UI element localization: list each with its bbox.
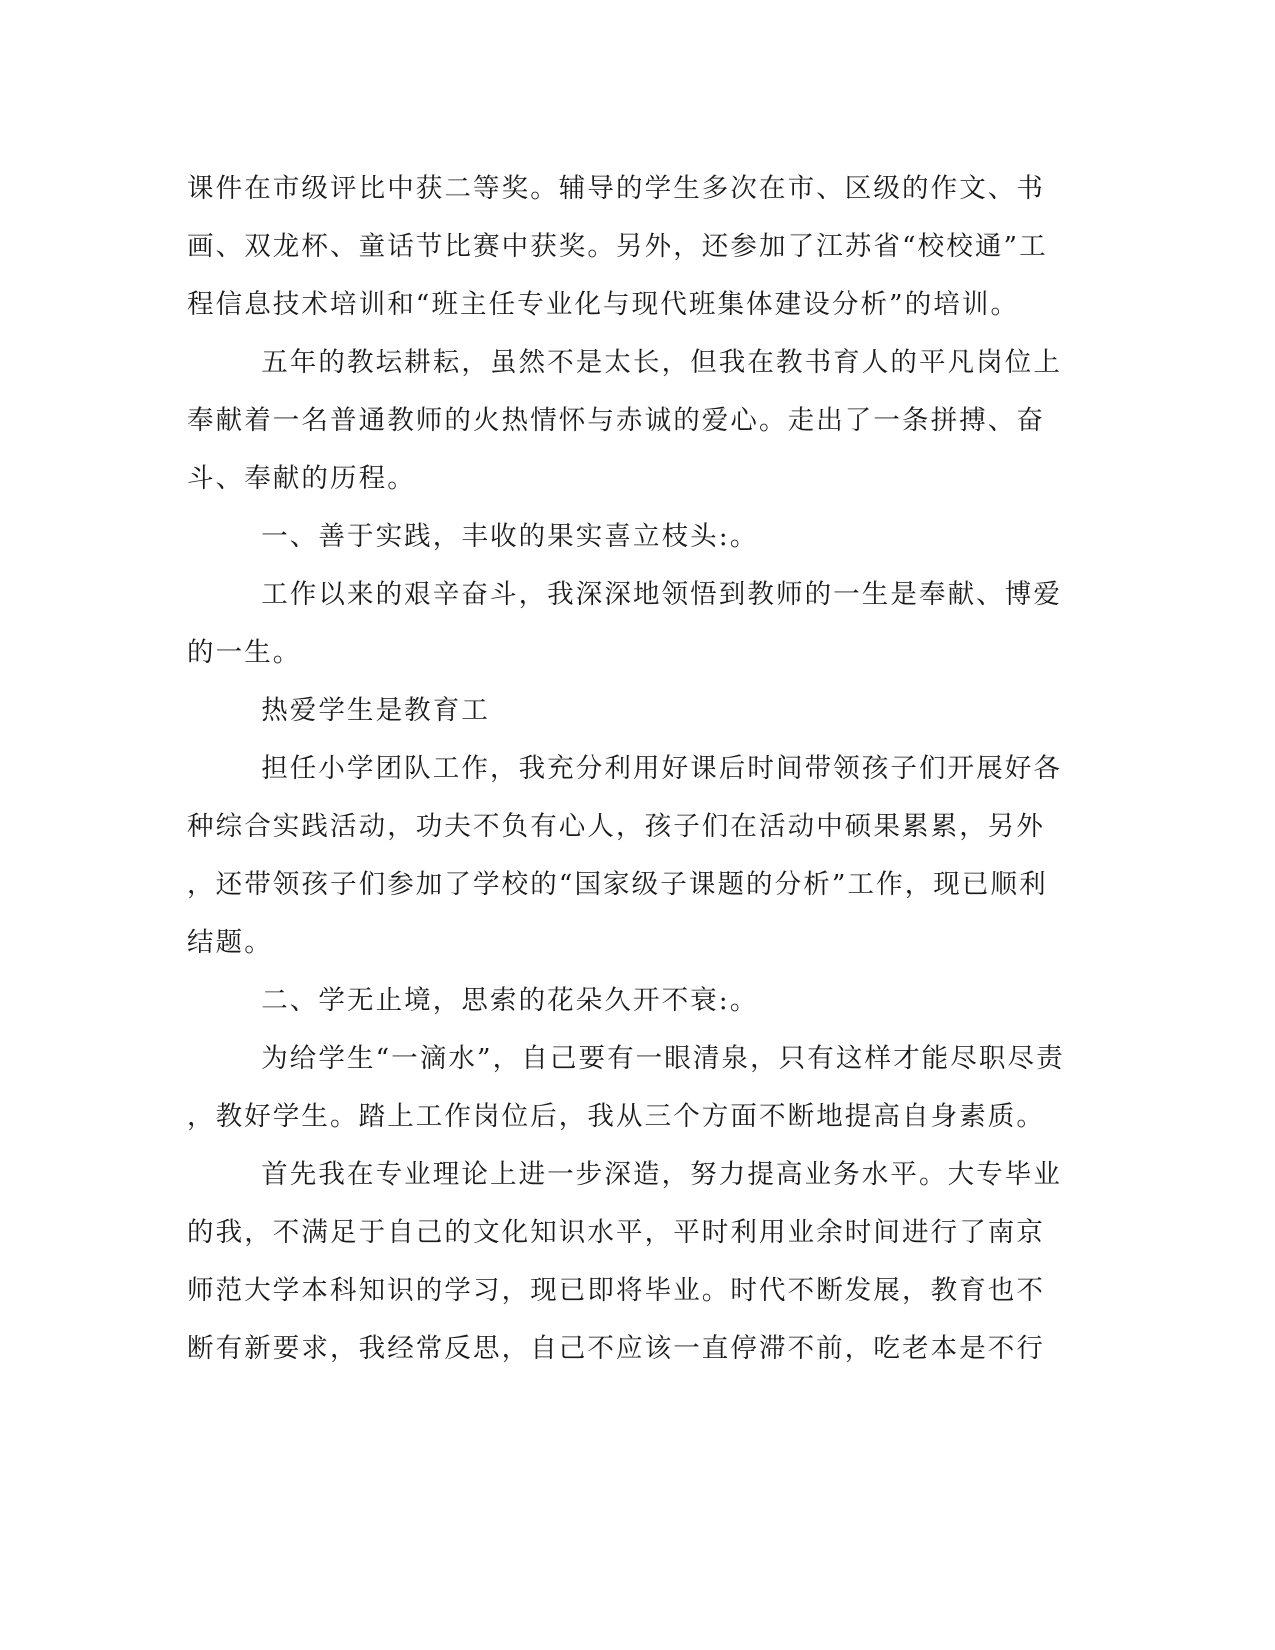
text-line: 课件在市级评比中获二等奖。辅导的学生多次在市、区级的作文、书	[187, 173, 1045, 204]
text-line: 种综合实践活动，功夫不负有心人，孩子们在活动中硕果累累，另外	[187, 811, 1045, 842]
paragraph	[187, 972, 1067, 1030]
paragraph	[187, 508, 1067, 566]
text-line: 师范大学本科知识的学习，现已即将毕业。时代不断发展，教育也不	[187, 1275, 1045, 1306]
text-line: 首先我在专业理论上进一步深造，努力提高业务水平。大专毕业	[261, 1159, 1062, 1190]
text-line: 断有新要求，我经常反思，自己不应该一直停滞不前，吃老本是不行	[187, 1333, 1045, 1364]
text-line: ，还带领孩子们参加了学校的“国家级子课题的分析”工作，现已顺利	[187, 869, 1048, 900]
text-line: 斗、奉献的历程。	[187, 463, 416, 494]
text-line: 画、双龙杯、童话节比赛中获奖。另外，还参加了江苏省“校校通”工	[187, 231, 1048, 262]
paragraph	[187, 566, 1067, 682]
text-line: 热爱学生是教育工	[261, 695, 490, 726]
text-line: 程信息技术培训和“班主任专业化与现代班集体建设分析”的培训。	[187, 289, 1020, 320]
text-line: 的我，不满足于自己的文化知识水平，平时利用业余时间进行了南京	[187, 1217, 1045, 1248]
text-line: 工作以来的艰辛奋斗，我深深地领悟到教师的一生是奉献、博爱	[261, 579, 1062, 610]
document-body	[187, 160, 1067, 1378]
text-line: 结题。	[187, 927, 273, 958]
text-line: ，教好学生。踏上工作岗位后，我从三个方面不断地提高自身素质。	[187, 1101, 1045, 1132]
paragraph	[187, 740, 1067, 972]
text-line: 二、学无止境，思索的花朵久开不衰:。	[261, 985, 759, 1016]
text-line: 的一生。	[187, 637, 302, 668]
text-line: 为给学生“一滴水”，自己要有一眼清泉，只有这样才能尽职尽责	[261, 1043, 1065, 1074]
text-line: 一、善于实践，丰收的果实喜立枝头:。	[261, 521, 759, 552]
paragraph	[187, 682, 1067, 740]
text-line: 奉献着一名普通教师的火热情怀与赤诚的爱心。走出了一条拼搏、奋	[187, 405, 1045, 436]
paragraph	[187, 1030, 1067, 1146]
text-line: 担任小学团队工作，我充分利用好课后时间带领孩子们开展好各	[261, 753, 1062, 784]
text-line: 五年的教坛耕耘，虽然不是太长，但我在教书育人的平凡岗位上	[261, 347, 1062, 378]
paragraph	[187, 1146, 1067, 1378]
paragraph	[187, 334, 1067, 508]
paragraph	[187, 160, 1067, 334]
